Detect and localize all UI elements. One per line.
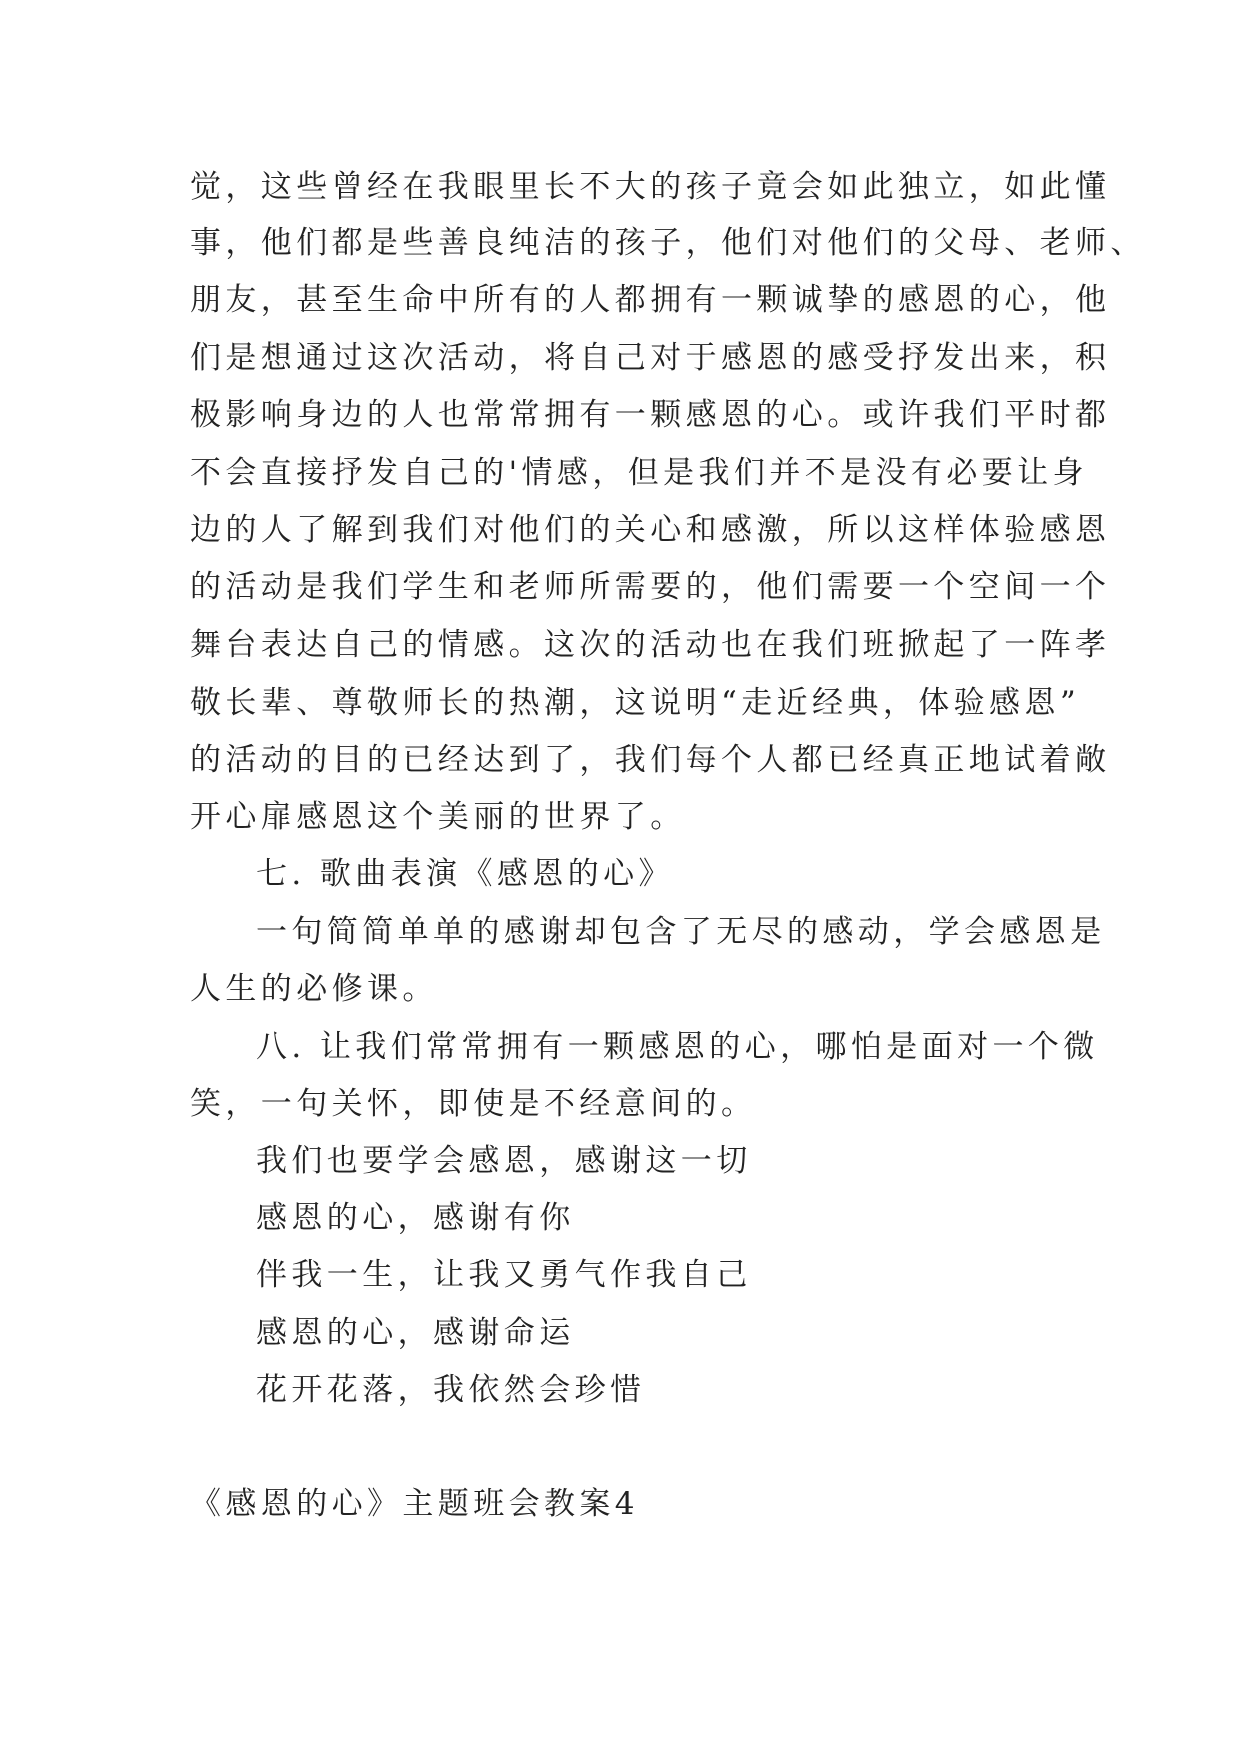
paragraph-line: 边的人了解到我们对他们的关心和感激，所以这样体验感恩 <box>190 512 1111 548</box>
paragraph-line: 的活动的目的已经达到了，我们每个人都已经真正地试着敞 <box>190 742 1111 778</box>
paragraph-line: 开心扉感恩这个美丽的世界了。 <box>190 799 686 835</box>
paragraph-line: 觉，这些曾经在我眼里长不大的孩子竟会如此独立，如此懂 <box>190 169 1111 205</box>
lyric-line: 花开花落，我依然会珍惜 <box>256 1372 646 1408</box>
paragraph-line: 极影响身边的人也常常拥有一颗感恩的心。或许我们平时都 <box>190 397 1111 433</box>
lyric-line: 感恩的心，感谢有你 <box>256 1200 575 1236</box>
lyric-line: 我们也要学会感恩，感谢这一切 <box>256 1143 752 1179</box>
paragraph-line: 朋友，甚至生命中所有的人都拥有一颗诚挚的感恩的心，他 <box>190 282 1111 318</box>
section-heading-eight: 八. 让我们常常拥有一颗感恩的心，哪怕是面对一个微 <box>256 1029 1099 1065</box>
paragraph-line: 的活动是我们学生和老师所需要的，他们需要一个空间一个 <box>190 569 1111 605</box>
lyric-line: 感恩的心，感谢命运 <box>256 1315 575 1351</box>
paragraph-line: 不会直接抒发自己的'情感，但是我们并不是没有必要让身 <box>190 455 1088 491</box>
paragraph-line: 笑，一句关怀，即使是不经意间的。 <box>190 1086 757 1122</box>
lesson-plan-heading: 《感恩的心》主题班会教案4 <box>190 1486 639 1522</box>
paragraph-line: 舞台表达自己的情感。这次的活动也在我们班掀起了一阵孝 <box>190 627 1111 663</box>
paragraph-line: 事，他们都是些善良纯洁的孩子，他们对他们的父母、老师、 <box>190 225 1146 261</box>
paragraph-line: 敬长辈、尊敬师长的热潮，这说明“走近经典，体验感恩” <box>190 685 1081 721</box>
paragraph-line: 们是想通过这次活动，将自己对于感恩的感受抒发出来，积 <box>190 340 1111 376</box>
section-heading-seven: 七. 歌曲表演《感恩的心》 <box>256 856 674 892</box>
paragraph-line: 人生的必修课。 <box>190 971 438 1007</box>
paragraph-line: 一句简简单单的感谢却包含了无尽的感动，学会感恩是 <box>256 914 1106 950</box>
lyric-line: 伴我一生，让我又勇气作我自己 <box>256 1257 752 1293</box>
